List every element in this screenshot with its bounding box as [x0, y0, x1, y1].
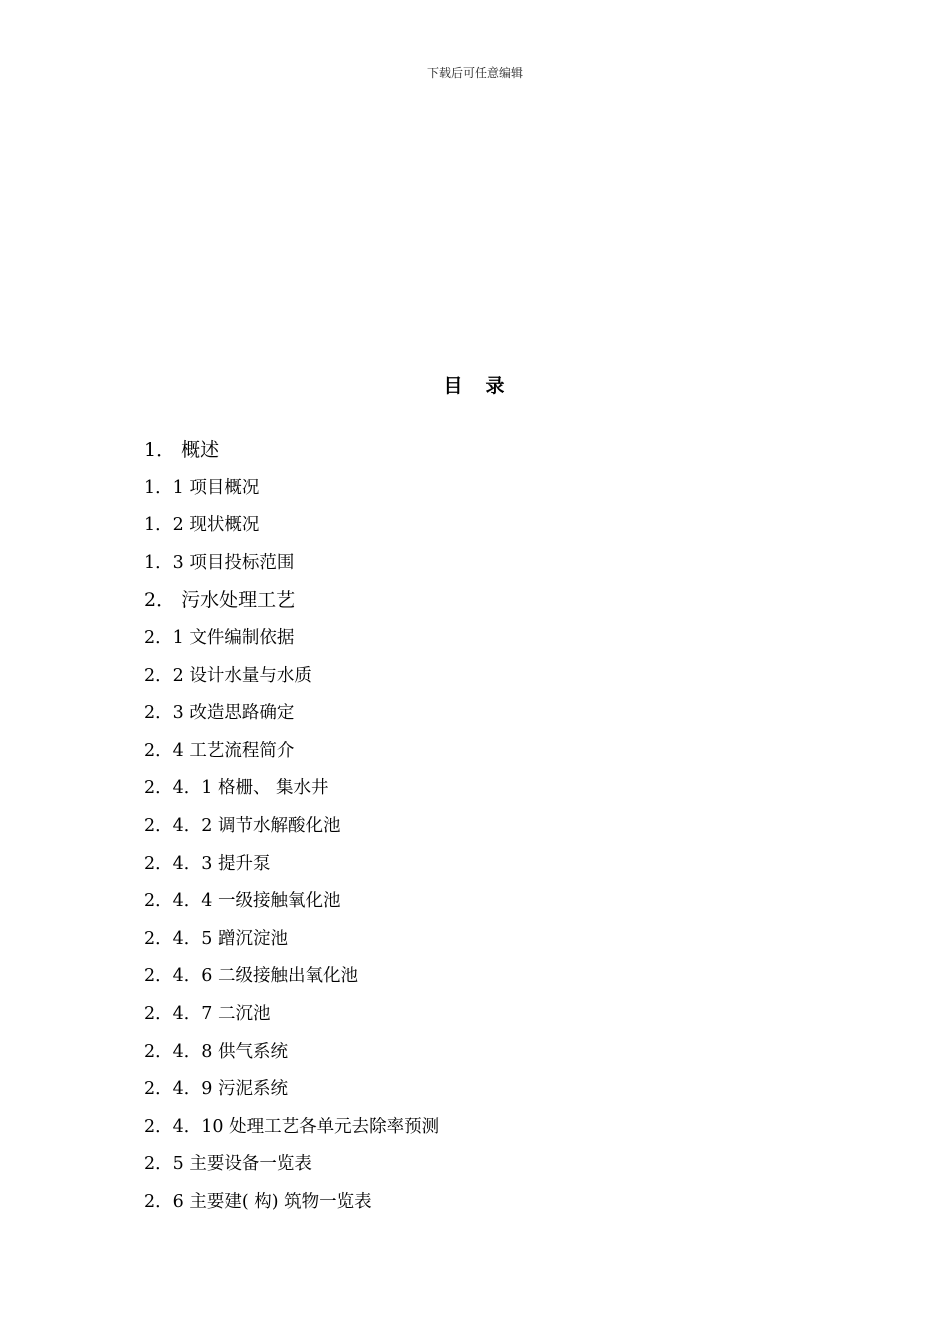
- header-note: 下载后可任意编辑: [426, 66, 523, 80]
- toc-section-entry: 2．3 改造思路确定: [144, 703, 295, 724]
- toc-title: 目 录: [443, 375, 507, 397]
- toc-section-entry: 2．4．6 二级接触出氧化池: [144, 966, 358, 987]
- toc-section-entry: 2．4．7 二沉池: [144, 1003, 271, 1024]
- toc-section-entry: 2．4 工艺流程简介: [144, 740, 295, 761]
- toc-section-entry: 2．4．3 提升泵: [144, 853, 271, 874]
- toc-section-entry: 2．4．10 处理工艺各单元去除率预测: [144, 1116, 440, 1137]
- toc-section-entry: 2．4．5 蹭沉淀池: [144, 928, 288, 949]
- toc-section-entry: 2．4．2 调节水解酸化池: [144, 815, 341, 836]
- toc-section-entry: 2．4．8 供气系统: [144, 1041, 288, 1062]
- toc-section-entry: 2．4．9 污泥系统: [144, 1079, 288, 1100]
- toc-chapter-entry: 1． 概述: [144, 439, 220, 461]
- toc-section-entry: 2．6 主要建( 构) 筑物一览表: [144, 1191, 372, 1212]
- toc-chapter-entry: 2． 污水处理工艺: [144, 589, 296, 612]
- toc-section-entry: 1．1 项目概况: [144, 477, 260, 498]
- toc-section-entry: 2．5 主要设备一览表: [144, 1154, 312, 1175]
- toc-section-entry: 2．2 设计水量与水质: [144, 665, 312, 686]
- table-of-contents: [144, 432, 844, 1221]
- toc-section-entry: 2．4．1 格栅、 集水井: [144, 778, 329, 799]
- toc-section-entry: 1．3 项目投标范围: [144, 552, 295, 573]
- toc-section-entry: 2．1 文件编制依据: [144, 627, 295, 648]
- toc-section-entry: 2．4．4 一级接触氧化池: [144, 891, 341, 912]
- toc-section-entry: 1．2 现状概况: [144, 515, 260, 536]
